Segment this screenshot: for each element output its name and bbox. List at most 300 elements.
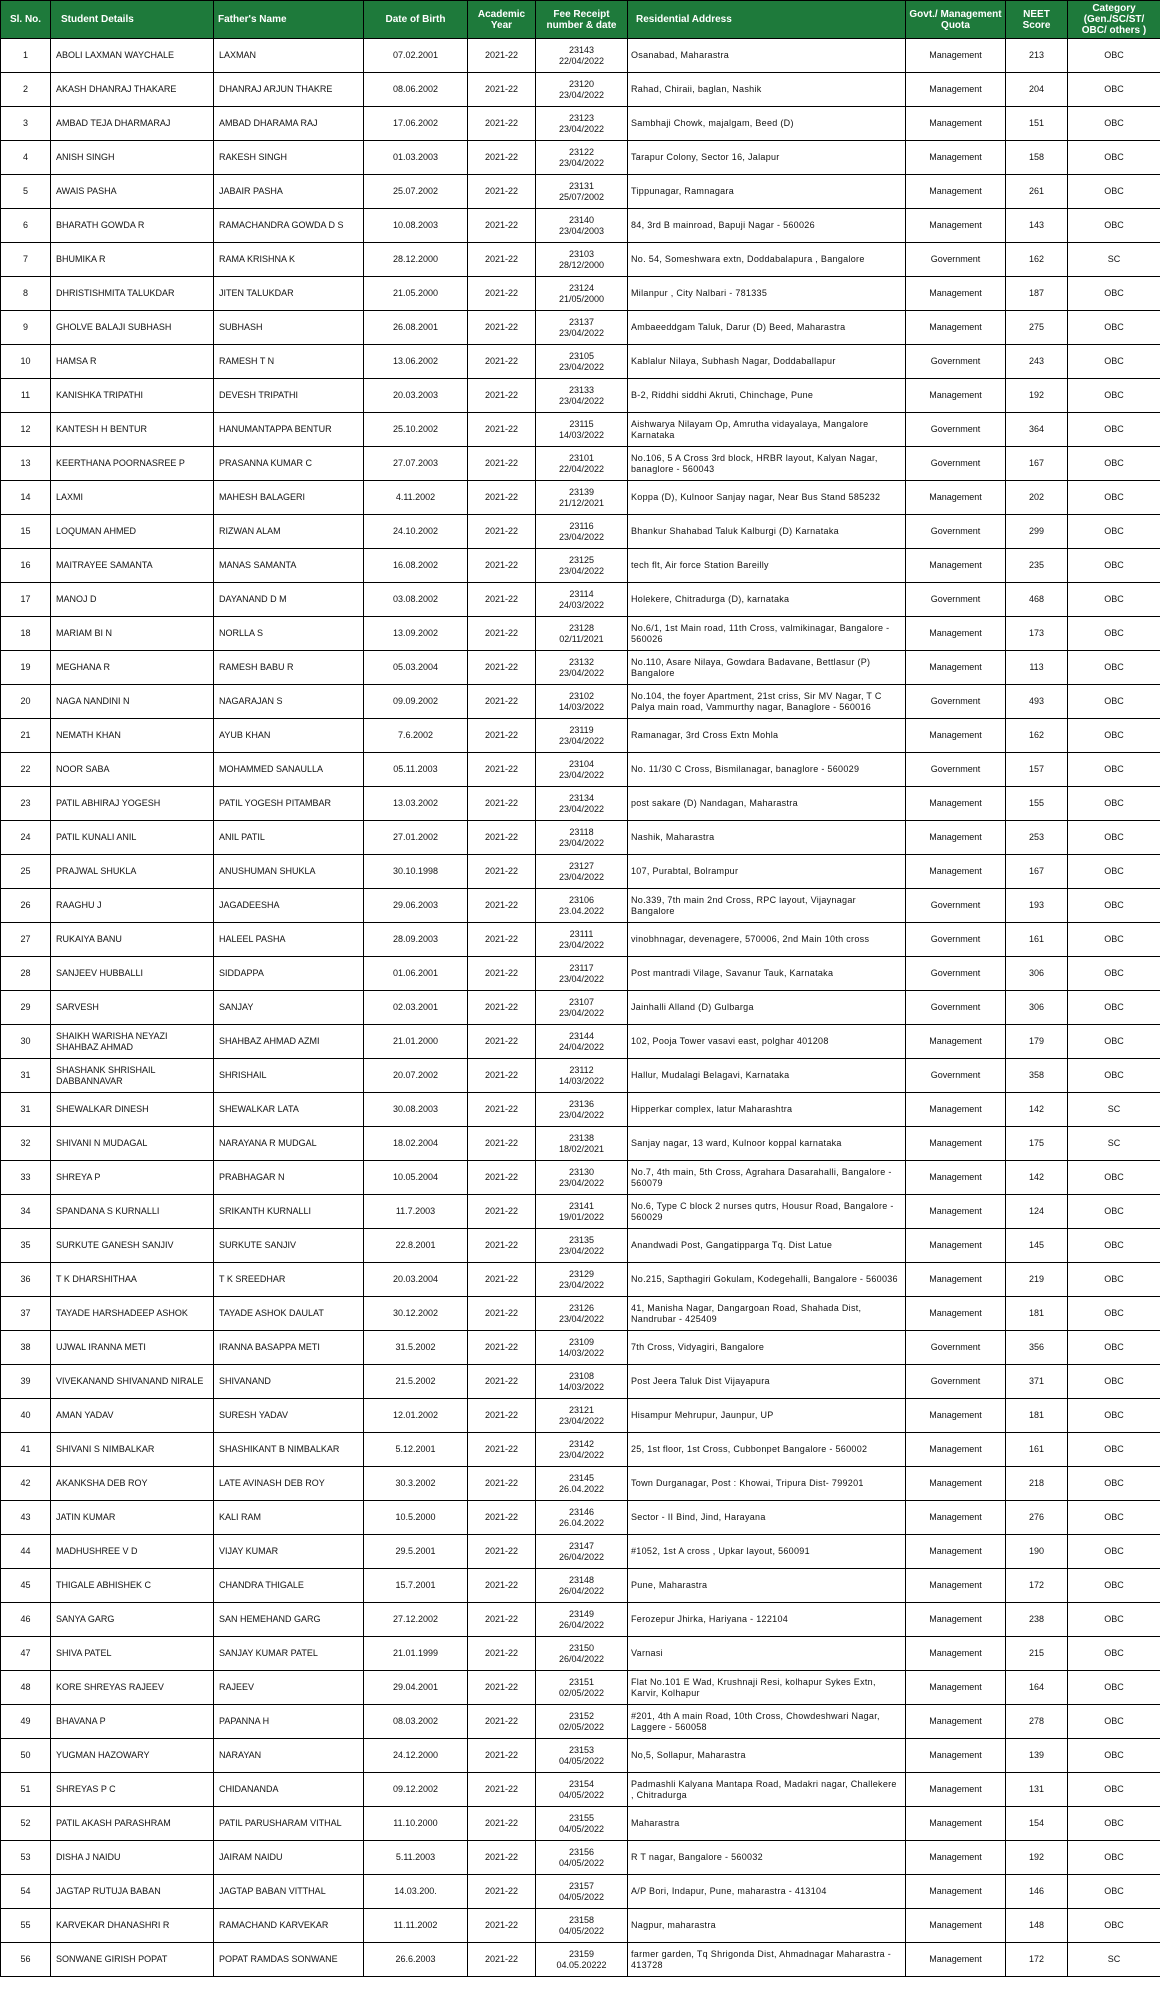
cell-dob: 5.11.2003 <box>364 1841 468 1875</box>
table-row <box>1 1365 1160 1399</box>
cell-address: Kablalur Nilaya, Subhash Nagar, Doddaballapur <box>628 345 906 379</box>
cell-father-name: DHANRAJ ARJUN THAKRE <box>214 73 364 107</box>
cell-academic-year: 2021-22 <box>468 1025 536 1059</box>
cell-quota: Government <box>906 243 1006 277</box>
cell-fee-receipt <box>536 209 628 243</box>
table-row <box>1 1399 1160 1433</box>
cell-address: #1052, 1st A cross , Upkar layout, 560091 <box>628 1535 906 1569</box>
cell-sl-no: 16 <box>1 549 51 583</box>
table-row <box>1 175 1160 209</box>
cell-neet-score: 219 <box>1006 1263 1068 1297</box>
table-row <box>1 617 1160 651</box>
cell-quota: Management <box>906 1807 1006 1841</box>
cell-neet-score: 161 <box>1006 923 1068 957</box>
table-row <box>1 1841 1160 1875</box>
table-row <box>1 549 1160 583</box>
cell-academic-year: 2021-22 <box>468 1229 536 1263</box>
cell-sl-no: 21 <box>1 719 51 753</box>
cell-category: OBC <box>1068 1909 1160 1943</box>
fee-receipt-number: 23143 <box>568 44 595 55</box>
cell-fee-receipt <box>536 107 628 141</box>
cell-father-name: TAYADE ASHOK DAULAT <box>214 1297 364 1331</box>
cell-sl-no: 42 <box>1 1467 51 1501</box>
fee-receipt-number: 23126 <box>568 1302 595 1313</box>
cell-sl-no: 23 <box>1 787 51 821</box>
fee-receipt-number: 23125 <box>568 554 595 565</box>
fee-receipt-date: 04/05/2022 <box>558 1891 605 1902</box>
fee-receipt-date: 23/04/2022 <box>558 361 605 372</box>
cell-sl-no: 8 <box>1 277 51 311</box>
cell-neet-score: 139 <box>1006 1739 1068 1773</box>
table-row <box>1 1467 1160 1501</box>
cell-student-name: MEGHANA R <box>51 651 214 685</box>
cell-neet-score: 145 <box>1006 1229 1068 1263</box>
fee-receipt-date: 23/04/2022 <box>558 89 605 100</box>
cell-sl-no: 38 <box>1 1331 51 1365</box>
cell-father-name: MAHESH BALAGERI <box>214 481 364 515</box>
cell-academic-year: 2021-22 <box>468 685 536 719</box>
cell-student-name: T K DHARSHITHAA <box>51 1263 214 1297</box>
cell-address: No.7, 4th main, 5th Cross, Agrahara Dasarahalli, Bangalore - 560079 <box>628 1161 906 1195</box>
cell-student-name: JATIN KUMAR <box>51 1501 214 1535</box>
cell-academic-year: 2021-22 <box>468 277 536 311</box>
fee-receipt-date: 23/04/2022 <box>558 157 605 168</box>
cell-father-name: SANJAY <box>214 991 364 1025</box>
cell-address: Pune, Maharastra <box>628 1569 906 1603</box>
cell-sl-no: 15 <box>1 515 51 549</box>
cell-dob: 13.03.2002 <box>364 787 468 821</box>
cell-academic-year: 2021-22 <box>468 1943 536 1977</box>
cell-neet-score: 468 <box>1006 583 1068 617</box>
table-row <box>1 1535 1160 1569</box>
fee-receipt-date: 22/04/2022 <box>558 463 605 474</box>
cell-category: OBC <box>1068 1603 1160 1637</box>
table-row <box>1 685 1160 719</box>
cell-fee-receipt <box>536 1705 628 1739</box>
table-row <box>1 1705 1160 1739</box>
cell-category: SC <box>1068 1943 1160 1977</box>
cell-neet-score: 146 <box>1006 1875 1068 1909</box>
cell-neet-score: 306 <box>1006 957 1068 991</box>
cell-academic-year: 2021-22 <box>468 1739 536 1773</box>
cell-category: OBC <box>1068 1229 1160 1263</box>
cell-neet-score: 173 <box>1006 617 1068 651</box>
cell-quota: Government <box>906 413 1006 447</box>
cell-quota: Management <box>906 1875 1006 1909</box>
cell-quota: Management <box>906 1739 1006 1773</box>
cell-fee-receipt <box>536 1501 628 1535</box>
cell-sl-no: 46 <box>1 1603 51 1637</box>
fee-receipt-date: 23/04/2022 <box>558 327 605 338</box>
cell-student-name: NEMATH KHAN <box>51 719 214 753</box>
fee-receipt-number: 23123 <box>568 112 595 123</box>
cell-quota: Management <box>906 277 1006 311</box>
cell-student-name: KARVEKAR DHANASHRI R <box>51 1909 214 1943</box>
cell-address: B-2, Riddhi siddhi Akruti, Chinchage, Pune <box>628 379 906 413</box>
cell-category: OBC <box>1068 1569 1160 1603</box>
cell-academic-year: 2021-22 <box>468 855 536 889</box>
fee-receipt-date: 23/04/2022 <box>558 939 605 950</box>
cell-dob: 27.01.2002 <box>364 821 468 855</box>
cell-category: OBC <box>1068 1161 1160 1195</box>
cell-student-name: BHUMIKA R <box>51 243 214 277</box>
cell-sl-no: 11 <box>1 379 51 413</box>
fee-receipt-number: 23108 <box>568 1370 595 1381</box>
fee-receipt-number: 23116 <box>569 520 594 531</box>
cell-quota: Management <box>906 1229 1006 1263</box>
cell-academic-year: 2021-22 <box>468 73 536 107</box>
header-category: Category (Gen./SC/ST/ OBC/ others ) <box>1068 1 1160 39</box>
cell-address: vinobhnagar, devenagere, 570006, 2nd Main 10th cross <box>628 923 906 957</box>
cell-father-name: JABAIR PASHA <box>214 175 364 209</box>
fee-receipt-date: 04/05/2022 <box>558 1823 605 1834</box>
cell-category: SC <box>1068 1127 1160 1161</box>
cell-category: OBC <box>1068 1331 1160 1365</box>
cell-student-name: MARIAM BI N <box>51 617 214 651</box>
cell-address: Sambhaji Chowk, majalgam, Beed (D) <box>628 107 906 141</box>
cell-neet-score: 192 <box>1006 379 1068 413</box>
cell-father-name: SHIVANAND <box>214 1365 364 1399</box>
fee-receipt-number: 23129 <box>568 1268 595 1279</box>
cell-sl-no: 1 <box>1 39 51 73</box>
cell-student-name: SHIVANI S NIMBALKAR <box>51 1433 214 1467</box>
cell-dob: 21.05.2000 <box>364 277 468 311</box>
cell-father-name: HALEEL PASHA <box>214 923 364 957</box>
cell-address: farmer garden, Tq Shrigonda Dist, Ahmadnagar Maharastra - 413728 <box>628 1943 906 1977</box>
cell-quota: Management <box>906 1025 1006 1059</box>
cell-quota: Management <box>906 73 1006 107</box>
cell-sl-no: 31 <box>1 1093 51 1127</box>
fee-receipt-date: 04/05/2022 <box>558 1857 605 1868</box>
cell-sl-no: 53 <box>1 1841 51 1875</box>
cell-fee-receipt <box>536 1365 628 1399</box>
cell-sl-no: 18 <box>1 617 51 651</box>
cell-father-name: PRASANNA KUMAR C <box>214 447 364 481</box>
cell-father-name: RIZWAN ALAM <box>214 515 364 549</box>
cell-father-name: NORLLA S <box>214 617 364 651</box>
cell-neet-score: 306 <box>1006 991 1068 1025</box>
fee-receipt-number: 23150 <box>568 1642 595 1653</box>
cell-academic-year: 2021-22 <box>468 311 536 345</box>
cell-dob: 27.12.2002 <box>364 1603 468 1637</box>
cell-address: Aishwarya Nilayam Op, Amrutha vidayalaya, Mangalore Karnataka <box>628 413 906 447</box>
cell-sl-no: 14 <box>1 481 51 515</box>
cell-address: Rahad, Chiraii, baglan, Nashik <box>628 73 906 107</box>
cell-sl-no: 48 <box>1 1671 51 1705</box>
cell-fee-receipt <box>536 1909 628 1943</box>
table-row <box>1 719 1160 753</box>
cell-category: OBC <box>1068 1059 1160 1093</box>
cell-category: OBC <box>1068 753 1160 787</box>
cell-father-name: SURESH YADAV <box>214 1399 364 1433</box>
fee-receipt-date: 23/04/2022 <box>558 1415 605 1426</box>
table-row <box>1 651 1160 685</box>
table-row <box>1 107 1160 141</box>
cell-quota: Management <box>906 1127 1006 1161</box>
cell-fee-receipt <box>536 1195 628 1229</box>
cell-fee-receipt <box>536 1875 628 1909</box>
cell-fee-receipt <box>536 753 628 787</box>
cell-neet-score: 162 <box>1006 243 1068 277</box>
cell-academic-year: 2021-22 <box>468 515 536 549</box>
fee-receipt-number: 23120 <box>568 78 595 89</box>
table-row <box>1 1603 1160 1637</box>
table-row <box>1 991 1160 1025</box>
cell-sl-no: 20 <box>1 685 51 719</box>
cell-category: OBC <box>1068 583 1160 617</box>
cell-category: SC <box>1068 1093 1160 1127</box>
cell-category: OBC <box>1068 1773 1160 1807</box>
cell-address: Koppa (D), Kulnoor Sanjay nagar, Near Bus Stand 585232 <box>628 481 906 515</box>
cell-sl-no: 40 <box>1 1399 51 1433</box>
table-row <box>1 73 1160 107</box>
cell-neet-score: 172 <box>1006 1943 1068 1977</box>
cell-category: OBC <box>1068 175 1160 209</box>
cell-fee-receipt <box>536 1433 628 1467</box>
cell-dob: 30.3.2002 <box>364 1467 468 1501</box>
cell-father-name: LAXMAN <box>214 39 364 73</box>
cell-father-name: ANIL PATIL <box>214 821 364 855</box>
table-row <box>1 1637 1160 1671</box>
cell-academic-year: 2021-22 <box>468 1331 536 1365</box>
cell-academic-year: 2021-22 <box>468 413 536 447</box>
table-row <box>1 1093 1160 1127</box>
cell-dob: 15.7.2001 <box>364 1569 468 1603</box>
cell-academic-year: 2021-22 <box>468 345 536 379</box>
table-row <box>1 515 1160 549</box>
cell-sl-no: 41 <box>1 1433 51 1467</box>
cell-address: No. 11/30 C Cross, Bismilanagar, banaglore - 560029 <box>628 753 906 787</box>
cell-category: OBC <box>1068 1535 1160 1569</box>
fee-receipt-date: 04.05.20222 <box>556 1959 607 1970</box>
fee-receipt-number: 23131 <box>568 180 595 191</box>
fee-receipt-date: 25/07/2002 <box>558 191 605 202</box>
cell-student-name: SANJEEV HUBBALLI <box>51 957 214 991</box>
cell-sl-no: 24 <box>1 821 51 855</box>
cell-address: 41, Manisha Nagar, Dangargoan Road, Shahada Dist, Nandrubar - 425409 <box>628 1297 906 1331</box>
fee-receipt-number: 23105 <box>568 350 595 361</box>
cell-academic-year: 2021-22 <box>468 583 536 617</box>
fee-receipt-number: 23111 <box>569 928 594 939</box>
cell-dob: 18.02.2004 <box>364 1127 468 1161</box>
cell-father-name: SANJAY KUMAR PATEL <box>214 1637 364 1671</box>
fee-receipt-date: 23/04/2022 <box>558 1279 605 1290</box>
cell-quota: Government <box>906 1365 1006 1399</box>
cell-quota: Government <box>906 991 1006 1025</box>
fee-receipt-date: 23/04/2022 <box>558 123 605 134</box>
cell-father-name: NARAYANA R MUDGAL <box>214 1127 364 1161</box>
cell-father-name: IRANNA BASAPPA METI <box>214 1331 364 1365</box>
cell-sl-no: 37 <box>1 1297 51 1331</box>
cell-father-name: CHANDRA THIGALE <box>214 1569 364 1603</box>
fee-receipt-date: 23/04/2022 <box>558 565 605 576</box>
header-fathers-name: Father's Name <box>214 1 364 39</box>
cell-category: OBC <box>1068 1739 1160 1773</box>
cell-neet-score: 190 <box>1006 1535 1068 1569</box>
cell-father-name: KALI RAM <box>214 1501 364 1535</box>
fee-receipt-number: 23136 <box>568 1098 595 1109</box>
cell-student-name: YUGMAN HAZOWARY <box>51 1739 214 1773</box>
cell-sl-no: 56 <box>1 1943 51 1977</box>
cell-father-name: PAPANNA H <box>214 1705 364 1739</box>
cell-neet-score: 493 <box>1006 685 1068 719</box>
cell-neet-score: 157 <box>1006 753 1068 787</box>
cell-fee-receipt <box>536 1399 628 1433</box>
cell-fee-receipt <box>536 1059 628 1093</box>
cell-student-name: SPANDANA S KURNALLI <box>51 1195 214 1229</box>
cell-neet-score: 202 <box>1006 481 1068 515</box>
fee-receipt-number: 23158 <box>568 1914 595 1925</box>
cell-dob: 30.10.1998 <box>364 855 468 889</box>
cell-sl-no: 19 <box>1 651 51 685</box>
cell-category: OBC <box>1068 1501 1160 1535</box>
cell-dob: 20.03.2003 <box>364 379 468 413</box>
cell-sl-no: 25 <box>1 855 51 889</box>
cell-dob: 28.12.2000 <box>364 243 468 277</box>
header-neet-score: NEET Score <box>1006 1 1068 39</box>
cell-sl-no: 9 <box>1 311 51 345</box>
table-row <box>1 1195 1160 1229</box>
table-row <box>1 1875 1160 1909</box>
cell-fee-receipt <box>536 1841 628 1875</box>
cell-neet-score: 356 <box>1006 1331 1068 1365</box>
header-quota: Govt./ Management Quota <box>906 1 1006 39</box>
cell-dob: 10.08.2003 <box>364 209 468 243</box>
fee-receipt-number: 23155 <box>568 1812 595 1823</box>
cell-category: OBC <box>1068 991 1160 1025</box>
cell-category: OBC <box>1068 1195 1160 1229</box>
cell-student-name: MANOJ D <box>51 583 214 617</box>
fee-receipt-date: 24/04/2022 <box>558 1041 605 1052</box>
fee-receipt-date: 19/01/2022 <box>558 1211 605 1222</box>
cell-category: OBC <box>1068 107 1160 141</box>
cell-category: OBC <box>1068 651 1160 685</box>
cell-student-name: TAYADE HARSHADEEP ASHOK <box>51 1297 214 1331</box>
cell-father-name: RAMACHANDRA GOWDA D S <box>214 209 364 243</box>
cell-student-name: PATIL ABHIRAJ YOGESH <box>51 787 214 821</box>
cell-category: OBC <box>1068 787 1160 821</box>
table-row <box>1 1297 1160 1331</box>
table-row <box>1 1807 1160 1841</box>
cell-student-name: VIVEKANAND SHIVANAND NIRALE <box>51 1365 214 1399</box>
cell-fee-receipt <box>536 957 628 991</box>
cell-category: OBC <box>1068 379 1160 413</box>
cell-quota: Management <box>906 39 1006 73</box>
cell-academic-year: 2021-22 <box>468 1399 536 1433</box>
cell-category: OBC <box>1068 617 1160 651</box>
cell-quota: Management <box>906 175 1006 209</box>
cell-student-name: SONWANE GIRISH POPAT <box>51 1943 214 1977</box>
cell-neet-score: 238 <box>1006 1603 1068 1637</box>
cell-category: OBC <box>1068 1025 1160 1059</box>
cell-dob: 09.09.2002 <box>364 685 468 719</box>
cell-academic-year: 2021-22 <box>468 209 536 243</box>
cell-quota: Management <box>906 379 1006 413</box>
fee-receipt-date: 23/04/2022 <box>558 1449 605 1460</box>
cell-academic-year: 2021-22 <box>468 1909 536 1943</box>
table-row <box>1 1501 1160 1535</box>
cell-address: post sakare (D) Nandagan, Maharastra <box>628 787 906 821</box>
cell-student-name: HAMSA R <box>51 345 214 379</box>
cell-sl-no: 44 <box>1 1535 51 1569</box>
cell-father-name: RAMESH T N <box>214 345 364 379</box>
cell-dob: 26.6.2003 <box>364 1943 468 1977</box>
cell-address: A/P Bori, Indapur, Pune, maharastra - 413104 <box>628 1875 906 1909</box>
fee-receipt-number: 23145 <box>568 1472 595 1483</box>
cell-academic-year: 2021-22 <box>468 1807 536 1841</box>
cell-quota: Management <box>906 1093 1006 1127</box>
table-row <box>1 311 1160 345</box>
cell-quota: Management <box>906 549 1006 583</box>
cell-academic-year: 2021-22 <box>468 107 536 141</box>
fee-receipt-date: 14/03/2022 <box>558 701 605 712</box>
fee-receipt-number: 23134 <box>568 792 595 803</box>
cell-father-name: RAMA KRISHNA K <box>214 243 364 277</box>
cell-neet-score: 364 <box>1006 413 1068 447</box>
fee-receipt-number: 23146 <box>568 1506 595 1517</box>
cell-address: #201, 4th A main Road, 10th Cross, Chowdeshwari Nagar, Laggere - 560058 <box>628 1705 906 1739</box>
cell-address: No.215, Sapthagiri Gokulam, Kodegehalli, Bangalore - 560036 <box>628 1263 906 1297</box>
cell-category: OBC <box>1068 413 1160 447</box>
table-row <box>1 209 1160 243</box>
cell-category: OBC <box>1068 1365 1160 1399</box>
cell-fee-receipt <box>536 1603 628 1637</box>
cell-sl-no: 32 <box>1 1127 51 1161</box>
cell-address: 25, 1st floor, 1st Cross, Cubbonpet Bangalore - 560002 <box>628 1433 906 1467</box>
cell-dob: 4.11.2002 <box>364 481 468 515</box>
cell-fee-receipt <box>536 889 628 923</box>
table-body <box>1 39 1160 1977</box>
fee-receipt-number: 23141 <box>568 1200 595 1211</box>
cell-fee-receipt <box>536 345 628 379</box>
table-row <box>1 1263 1160 1297</box>
fee-receipt-date: 23/04/2022 <box>558 735 605 746</box>
cell-dob: 01.06.2001 <box>364 957 468 991</box>
cell-student-name: NOOR SABA <box>51 753 214 787</box>
cell-fee-receipt <box>536 1807 628 1841</box>
cell-quota: Management <box>906 787 1006 821</box>
cell-sl-no: 31 <box>1 1059 51 1093</box>
cell-dob: 26.08.2001 <box>364 311 468 345</box>
cell-quota: Government <box>906 1059 1006 1093</box>
cell-fee-receipt <box>536 991 628 1025</box>
cell-dob: 07.02.2001 <box>364 39 468 73</box>
cell-father-name: RAMESH BABU R <box>214 651 364 685</box>
cell-category: OBC <box>1068 719 1160 753</box>
cell-student-name: AWAIS PASHA <box>51 175 214 209</box>
cell-fee-receipt <box>536 413 628 447</box>
cell-address: Milanpur , City Nalbari - 781335 <box>628 277 906 311</box>
cell-dob: 10.05.2004 <box>364 1161 468 1195</box>
header-academic-year: Academic Year <box>468 1 536 39</box>
fee-receipt-number: 23121 <box>568 1404 595 1415</box>
cell-academic-year: 2021-22 <box>468 719 536 753</box>
header-row <box>1 1 1160 39</box>
fee-receipt-number: 23152 <box>568 1710 595 1721</box>
cell-father-name: PATIL PARUSHARAM VITHAL <box>214 1807 364 1841</box>
cell-dob: 10.5.2000 <box>364 1501 468 1535</box>
cell-sl-no: 3 <box>1 107 51 141</box>
fee-receipt-number: 23115 <box>569 418 594 429</box>
fee-receipt-number: 23128 <box>568 622 595 633</box>
cell-category: OBC <box>1068 685 1160 719</box>
cell-address: Holekere, Chitradurga (D), karnataka <box>628 583 906 617</box>
cell-category: OBC <box>1068 821 1160 855</box>
cell-fee-receipt <box>536 39 628 73</box>
cell-category: OBC <box>1068 889 1160 923</box>
cell-quota: Management <box>906 821 1006 855</box>
cell-academic-year: 2021-22 <box>468 1433 536 1467</box>
